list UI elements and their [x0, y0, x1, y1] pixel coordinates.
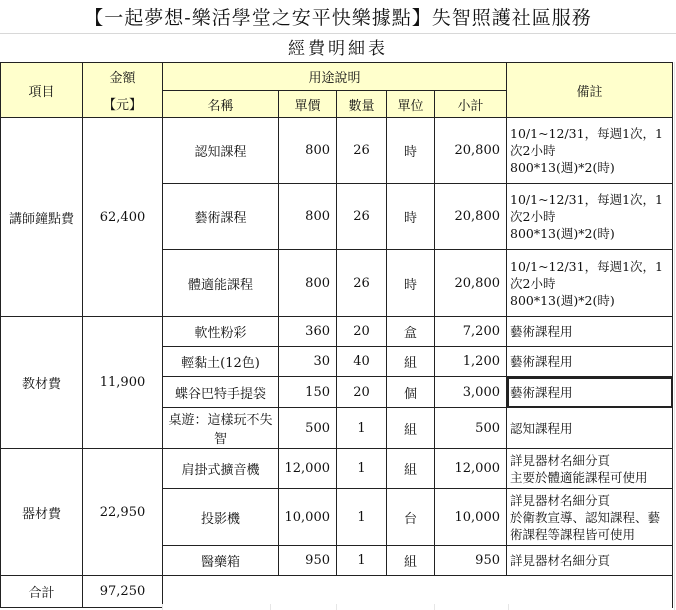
remark-line: 800*13(週)*2(時)	[510, 292, 615, 308]
header-item[interactable]: 項目	[1, 63, 83, 118]
remarks-cell[interactable]	[507, 546, 673, 576]
header-row-1	[1, 63, 673, 91]
remarks-cell[interactable]	[507, 118, 673, 184]
quantity-cell[interactable]: 26	[337, 118, 387, 184]
document-subtitle: 經費明細表	[288, 39, 388, 59]
empty-cell[interactable]	[435, 576, 507, 608]
table-row	[1, 317, 673, 347]
remark-line: 詳見器材名細分頁	[510, 452, 611, 468]
unit-cell[interactable]: 時	[387, 250, 435, 317]
amount-cell[interactable]: 62,400	[83, 118, 163, 317]
quantity-cell[interactable]: 1	[337, 449, 387, 489]
quantity-cell[interactable]: 20	[337, 377, 387, 408]
subtotal-cell[interactable]: 500	[435, 408, 507, 449]
subtotal-cell[interactable]: 20,800	[435, 118, 507, 184]
name-cell[interactable]: 體適能課程	[163, 250, 279, 317]
subtotal-cell[interactable]: 7,200	[435, 317, 507, 347]
header-unit[interactable]: 單位	[387, 91, 435, 118]
table-row	[1, 449, 673, 489]
table-row	[1, 118, 673, 184]
remark-line: 10/1~12/31，每週1次，1次2小時	[510, 258, 663, 291]
unit-price-cell[interactable]: 150	[279, 377, 337, 408]
remark-line: 藝術課程用	[510, 384, 573, 400]
header-name[interactable]: 名稱	[163, 91, 279, 118]
remark-line: 10/1~12/31，每週1次，1次2小時	[510, 126, 663, 158]
total-row	[1, 576, 673, 608]
subtotal-cell[interactable]: 20,800	[435, 250, 507, 317]
header-remarks[interactable]: 備註	[507, 63, 673, 118]
empty-cell[interactable]	[337, 576, 387, 608]
header-unit-price[interactable]: 單價	[279, 91, 337, 118]
name-cell[interactable]: 醫藥箱	[163, 546, 279, 576]
unit-cell[interactable]: 個	[387, 377, 435, 408]
remarks-cell[interactable]	[507, 317, 673, 347]
unit-price-cell[interactable]: 800	[279, 250, 337, 317]
name-cell[interactable]: 輕黏土(12色)	[163, 347, 279, 377]
unit-price-cell[interactable]: 12,000	[279, 449, 337, 489]
header-usage[interactable]: 用途說明	[163, 63, 507, 91]
name-cell[interactable]: 蝶谷巴特手提袋	[163, 377, 279, 408]
total-label-cell[interactable]: 合計	[1, 576, 83, 608]
subtotal-cell[interactable]: 950	[435, 546, 507, 576]
remark-line: 於衛教宣導、認知課程、藝術課程等課程皆可使用	[510, 509, 661, 542]
remarks-cell[interactable]	[507, 408, 673, 449]
gridline	[336, 604, 337, 610]
gridline	[162, 604, 163, 610]
unit-cell[interactable]: 台	[387, 489, 435, 546]
subtotal-cell[interactable]: 10,000	[435, 489, 507, 546]
remark-line: 800*13(週)*2(時)	[510, 160, 615, 175]
budget-table	[0, 62, 673, 608]
item-cell[interactable]: 講師鐘點費	[1, 118, 83, 317]
name-cell[interactable]: 認知課程	[163, 118, 279, 184]
quantity-cell[interactable]: 40	[337, 347, 387, 377]
sheet-right-edge	[674, 62, 675, 610]
empty-cell[interactable]	[387, 576, 435, 608]
unit-price-cell[interactable]: 10,000	[279, 489, 337, 546]
remark-line: 800*13(週)*2(時)	[510, 226, 615, 241]
subtotal-cell[interactable]: 12,000	[435, 449, 507, 489]
name-cell[interactable]: 軟性粉彩	[163, 317, 279, 347]
item-cell[interactable]: 器材費	[1, 449, 83, 576]
title-divider	[0, 33, 676, 34]
name-cell[interactable]: 桌遊：這樣玩不失智	[163, 408, 279, 449]
name-cell[interactable]: 肩掛式擴音機	[163, 449, 279, 489]
total-amount-cell[interactable]: 97,250	[83, 576, 163, 608]
header-amount-unit[interactable]: 【元】	[83, 91, 163, 118]
quantity-cell[interactable]: 1	[337, 546, 387, 576]
name-cell[interactable]: 藝術課程	[163, 184, 279, 250]
unit-cell[interactable]: 組	[387, 449, 435, 489]
amount-cell[interactable]: 11,900	[83, 317, 163, 449]
unit-price-cell[interactable]: 500	[279, 408, 337, 449]
empty-cell[interactable]	[163, 576, 279, 608]
unit-cell[interactable]: 盒	[387, 317, 435, 347]
quantity-cell[interactable]: 20	[337, 317, 387, 347]
gridline	[270, 604, 271, 610]
unit-price-cell[interactable]: 360	[279, 317, 337, 347]
unit-price-cell[interactable]: 30	[279, 347, 337, 377]
quantity-cell[interactable]: 26	[337, 184, 387, 250]
quantity-cell[interactable]: 1	[337, 408, 387, 449]
unit-cell[interactable]: 時	[387, 184, 435, 250]
remarks-cell[interactable]	[507, 347, 673, 377]
remarks-cell[interactable]	[507, 377, 673, 408]
remark-line: 詳見器材名細分頁	[510, 553, 611, 568]
remark-line: 認知課程用	[510, 420, 573, 436]
name-cell[interactable]: 投影機	[163, 489, 279, 546]
remark-line: 藝術課程用	[510, 354, 573, 369]
gridline	[508, 604, 509, 610]
remark-line: 藝術課程用	[510, 324, 573, 339]
item-cell[interactable]: 教材費	[1, 317, 83, 449]
subtotal-cell[interactable]: 20,800	[435, 184, 507, 250]
remarks-cell[interactable]	[507, 449, 673, 489]
unit-cell[interactable]: 組	[387, 546, 435, 576]
quantity-cell[interactable]: 26	[337, 250, 387, 317]
unit-cell[interactable]: 組	[387, 408, 435, 449]
remarks-cell[interactable]	[507, 184, 673, 250]
header-amount[interactable]: 金額	[83, 63, 163, 91]
remark-line: 詳見器材名細分頁	[510, 492, 611, 508]
document-title: 【一起夢想-樂活學堂之安平快樂據點】失智照護社區服務	[84, 7, 592, 29]
remark-line: 主要於體適能課程可使用	[510, 469, 648, 485]
empty-cell[interactable]	[507, 576, 673, 608]
subtotal-cell[interactable]: 3,000	[435, 377, 507, 408]
remarks-cell[interactable]	[507, 250, 673, 317]
quantity-cell[interactable]: 1	[337, 489, 387, 546]
gridline	[434, 604, 435, 610]
remarks-cell[interactable]	[507, 489, 673, 546]
header-subtotal[interactable]: 小計	[435, 91, 507, 118]
unit-cell[interactable]: 時	[387, 118, 435, 184]
remark-line: 10/1~12/31，每週1次，1次2小時	[510, 192, 663, 224]
amount-cell[interactable]: 22,950	[83, 449, 163, 576]
unit-price-cell[interactable]: 800	[279, 184, 337, 250]
unit-price-cell[interactable]: 800	[279, 118, 337, 184]
unit-cell[interactable]: 組	[387, 347, 435, 377]
empty-cell[interactable]	[279, 576, 337, 608]
header-quantity[interactable]: 數量	[337, 91, 387, 118]
subtotal-cell[interactable]: 1,200	[435, 347, 507, 377]
unit-price-cell[interactable]: 950	[279, 546, 337, 576]
